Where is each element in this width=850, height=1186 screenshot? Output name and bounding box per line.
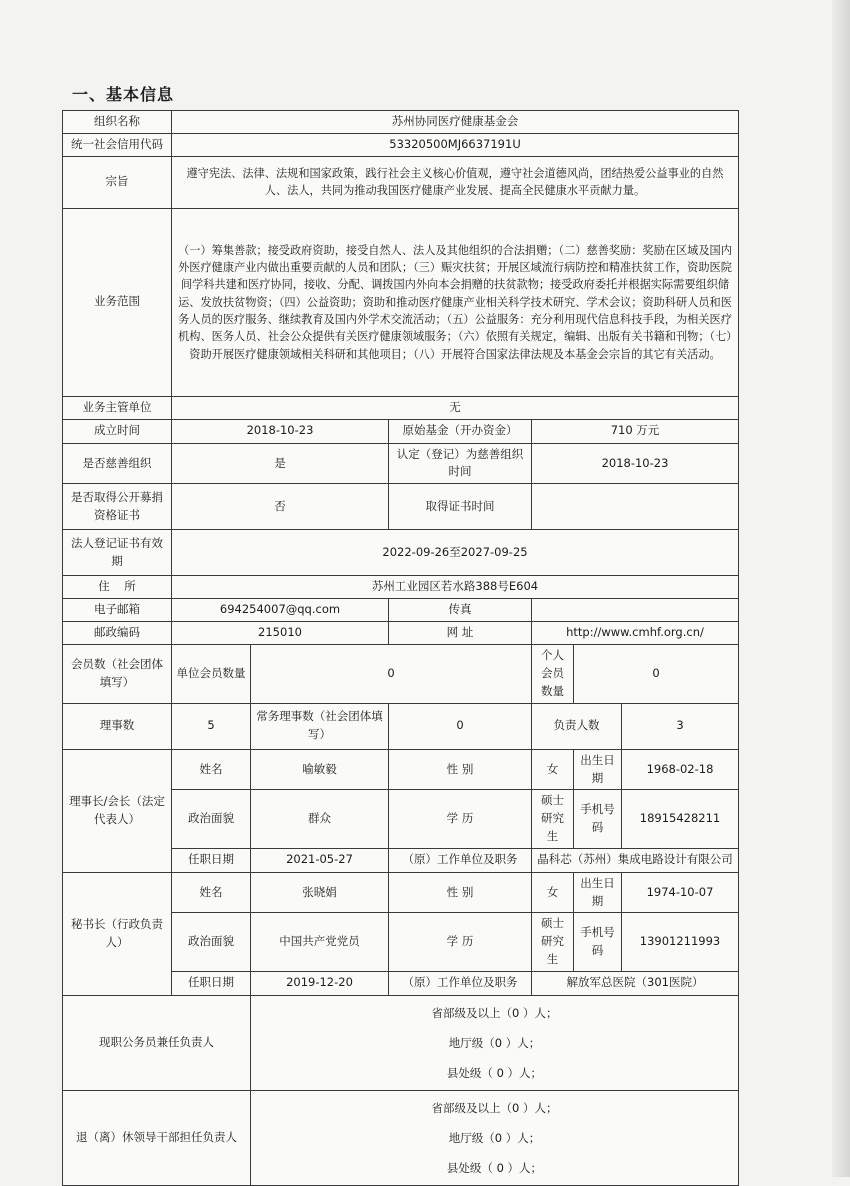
standing-council-value: 0	[389, 703, 532, 749]
fundraising-date-value	[532, 484, 739, 530]
council-value: 5	[172, 703, 251, 749]
leaders-count-value: 3	[622, 703, 739, 749]
row-postcode	[63, 622, 739, 645]
charity-value: 是	[172, 443, 389, 484]
address-label: 住 所	[63, 576, 172, 599]
secretary-term: 2019-12-20	[251, 971, 389, 995]
secretary-politics-label: 政治面貌	[172, 913, 251, 971]
purpose-value: 遵守宪法、法律、法规和国家政策，践行社会主义核心价值观，遵守社会道德风尚，团结热爱公益事业的自然人、法人，共同为推动我国医疗健康产业发展、提高全民健康水平贡献力量。	[172, 156, 739, 208]
person-members-label: 个人会员数量	[532, 645, 574, 703]
current-prefectural-line: 地厅级（0 ）人；	[448, 1035, 541, 1050]
retired-officials-label: 退（离）休领导干部担任负责人	[63, 1090, 251, 1185]
charity-date-label: 认定（登记）为慈善组织时间	[389, 443, 532, 484]
unit-members-label: 单位会员数量	[172, 645, 251, 703]
postcode-label: 邮政编码	[63, 622, 172, 645]
chairman-label: 理事长/会长（法定代表人）	[63, 749, 172, 872]
row-established	[63, 419, 739, 443]
charity-date-value: 2018-10-23	[532, 443, 739, 484]
fund-value: 710 万元	[532, 419, 739, 443]
row-purpose	[63, 156, 739, 208]
chairman-gender-label: 性 别	[389, 749, 532, 790]
chairman-phone: 18915428211	[622, 790, 739, 848]
org-name-value: 苏州协同医疗健康基金会	[172, 111, 739, 134]
row-fundraising	[63, 484, 739, 530]
chairman-name: 喻敏毅	[251, 749, 389, 790]
current-officials-label: 现职公务员兼任负责人	[63, 995, 251, 1090]
secretary-work-label: （原）工作单位及职务	[389, 971, 532, 995]
secretary-politics: 中国共产党党员	[251, 913, 389, 971]
fund-label: 原始基金（开办资金）	[389, 419, 532, 443]
secretary-label: 秘书长（行政负责人）	[63, 872, 172, 995]
secretary-phone-label: 手机号码	[574, 913, 622, 971]
chairman-name-label: 姓名	[172, 749, 251, 790]
secretary-edu-label: 学 历	[389, 913, 532, 971]
retired-county-line: 县处级（ 0 ）人；	[446, 1160, 543, 1175]
purpose-label: 宗旨	[63, 156, 172, 208]
chairman-edu-label: 学 历	[389, 790, 532, 848]
retired-prefectural-line: 地厅级（0 ）人；	[448, 1130, 541, 1145]
scope-value: （一）筹集善款；接受政府资助，接受自然人、法人及其他组织的合法捐赠；（二）慈善奖励：奖励在区域及国内外医疗健康产业内做出重要贡献的人员和团队；（三）赈灾扶贫；开展区域流行病防控和精准扶贫工作，资助医院间学科共建和医疗协同，接收、分配、调拨国内外向本会捐赠的扶贫款物；接受政府委托并根据实际需要组织储运、发放扶贫物资；（四）公益资助；资助和推动医疗健康产业相关科学技术研究、学术会议；资助科研人员和医务人员的医疗服务、继续教育及国内外学术交流活动；（五）公益服务：充分利用现代信息科技手段，为相关医疗机构、医务人员、社会公众提供有关医疗健康领域服务；（六）依照有关规定，编辑、出版有关书籍和刊物；（七）资助开展医疗健康领域相关科研和其他项目；（八）开展符合国家法律法规及本基金会宗旨的其它有关活动。	[172, 208, 739, 396]
page-edge-shadow	[832, 0, 850, 1177]
secretary-term-label: 任职日期	[172, 971, 251, 995]
org-name-label: 组织名称	[63, 111, 172, 134]
chairman-politics: 群众	[251, 790, 389, 848]
secretary-name: 张晓娟	[251, 872, 389, 913]
secretary-gender-label: 性 别	[389, 872, 532, 913]
secretary-birth: 1974-10-07	[622, 872, 739, 913]
credit-code-value: 53320500MJ6637191U	[172, 134, 739, 157]
fundraising-date-label: 取得证书时间	[389, 484, 532, 530]
website-label: 网 址	[389, 622, 532, 645]
row-address	[63, 576, 739, 599]
row-members	[63, 645, 739, 703]
chairman-work: 晶科芯（苏州）集成电路设计有限公司	[532, 848, 739, 872]
secretary-birth-label: 出生日期	[574, 872, 622, 913]
chairman-term-label: 任职日期	[172, 848, 251, 872]
row-council	[63, 703, 739, 749]
secretary-edu: 硕士研究生	[532, 913, 574, 971]
chairman-phone-label: 手机号码	[574, 790, 622, 848]
chairman-gender: 女	[532, 749, 574, 790]
email-label: 电子邮箱	[63, 599, 172, 622]
unit-members-value: 0	[251, 645, 532, 703]
address-value: 苏州工业园区若水路388号E604	[172, 576, 739, 599]
standing-council-label: 常务理事数（社会团体填写）	[251, 703, 389, 749]
current-provincial-line: 省部级及以上（0 ）人；	[431, 1005, 558, 1020]
current-county-line: 县处级（ 0 ）人；	[446, 1065, 543, 1080]
fax-value	[532, 599, 739, 622]
credit-code-label: 统一社会信用代码	[63, 134, 172, 157]
secretary-name-label: 姓名	[172, 872, 251, 913]
chairman-edu: 硕士研究生	[532, 790, 574, 848]
scope-label: 业务范围	[63, 208, 172, 396]
row-supervisor	[63, 396, 739, 419]
chairman-politics-label: 政治面貌	[172, 790, 251, 848]
retired-provincial-line: 省部级及以上（0 ）人；	[431, 1100, 558, 1115]
current-officials-lines	[251, 995, 739, 1090]
members-label: 会员数（社会团体填写）	[63, 645, 172, 703]
secretary-phone: 13901211993	[622, 913, 739, 971]
website-value: http://www.cmhf.org.cn/	[532, 622, 739, 645]
secretary-row-1	[63, 872, 739, 913]
secretary-gender: 女	[532, 872, 574, 913]
supervisor-value: 无	[172, 396, 739, 419]
row-credit-code	[63, 134, 739, 157]
chairman-birth: 1968-02-18	[622, 749, 739, 790]
basic-info-table	[62, 110, 739, 1186]
fax-label: 传真	[389, 599, 532, 622]
retired-officials-lines	[251, 1090, 739, 1185]
postcode-value: 215010	[172, 622, 389, 645]
cert-period-label: 法人登记证书有效期	[63, 530, 172, 576]
row-current-officials	[63, 995, 739, 1090]
row-email	[63, 599, 739, 622]
council-label: 理事数	[63, 703, 172, 749]
leaders-count-label: 负责人数	[532, 703, 622, 749]
fundraising-value: 否	[172, 484, 389, 530]
supervisor-label: 业务主管单位	[63, 396, 172, 419]
row-scope	[63, 208, 739, 396]
fundraising-label: 是否取得公开募捐资格证书	[63, 484, 172, 530]
charity-label: 是否慈善组织	[63, 443, 172, 484]
section-heading: 一、基本信息	[72, 85, 175, 104]
row-retired-officials	[63, 1090, 739, 1185]
cert-period-value: 2022-09-26至2027-09-25	[172, 530, 739, 576]
email-value: 694254007@qq.com	[172, 599, 389, 622]
established-value: 2018-10-23	[172, 419, 389, 443]
chairman-work-label: （原）工作单位及职务	[389, 848, 532, 872]
row-charity	[63, 443, 739, 484]
chairman-birth-label: 出生日期	[574, 749, 622, 790]
row-cert-period	[63, 530, 739, 576]
established-label: 成立时间	[63, 419, 172, 443]
chairman-row-1	[63, 749, 739, 790]
person-members-value: 0	[574, 645, 739, 703]
secretary-work: 解放军总医院（301医院）	[532, 971, 739, 995]
chairman-term: 2021-05-27	[251, 848, 389, 872]
row-org-name	[63, 111, 739, 134]
